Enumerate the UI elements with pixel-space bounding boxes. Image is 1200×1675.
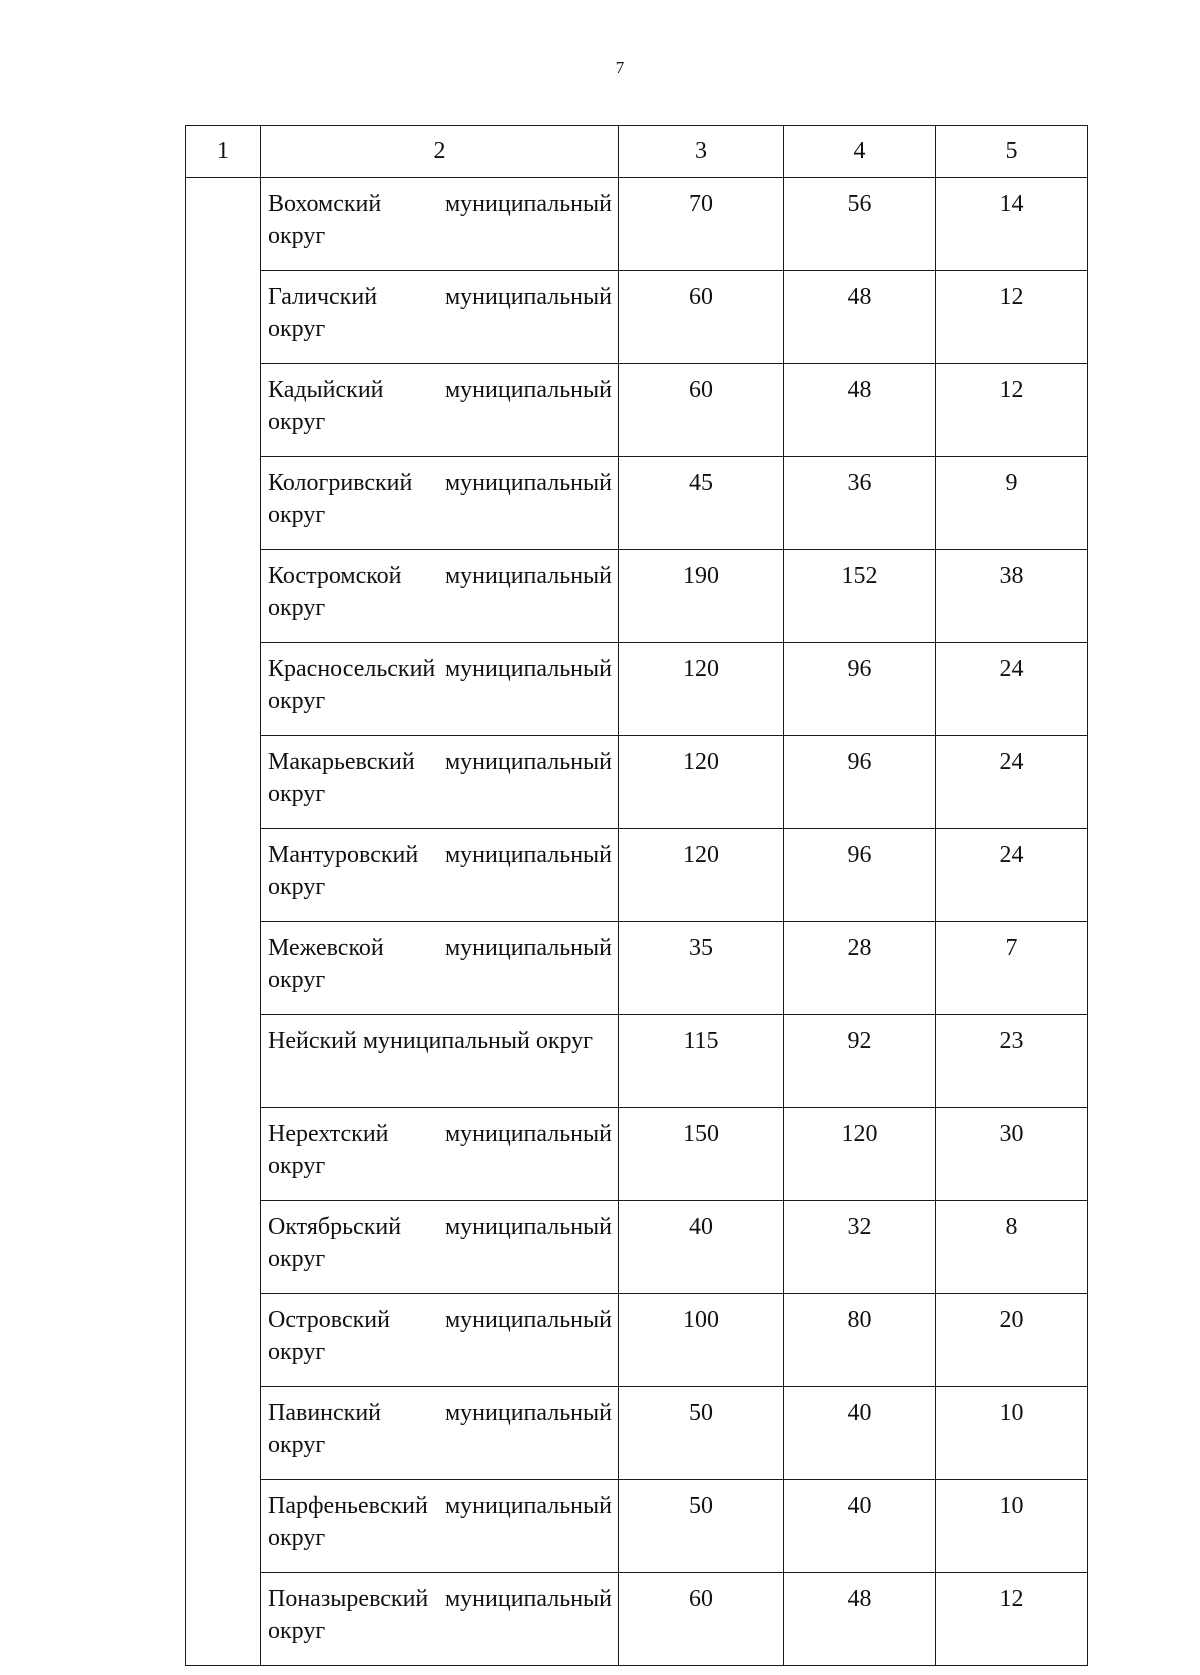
municipality-name-cell: Кологривский муниципальный округ: [261, 457, 619, 550]
merged-column-1-cell: [186, 178, 261, 1666]
page-number: 7: [615, 58, 625, 77]
value-cell-4: 48: [784, 271, 936, 364]
value-cell-5: 12: [936, 271, 1088, 364]
table-row: [186, 550, 1088, 643]
value-cell-5: 12: [936, 364, 1088, 457]
value-cell-5: 30: [936, 1108, 1088, 1201]
table-header-row: [186, 126, 1088, 178]
municipality-name-cell: Макарьевский муниципальный округ: [261, 736, 619, 829]
value-cell-4: 40: [784, 1387, 936, 1480]
municipality-name-cell: Красносельский муниципальный округ: [261, 643, 619, 736]
value-cell-3: 45: [619, 457, 784, 550]
header-cell-2: 2: [261, 126, 619, 178]
table-row: [186, 1108, 1088, 1201]
value-cell-3: 60: [619, 1573, 784, 1666]
municipality-name-cell: Октябрьский муниципальный округ: [261, 1201, 619, 1294]
municipality-name-cell: Вохомский муниципальный округ: [261, 178, 619, 271]
value-cell-4: 96: [784, 643, 936, 736]
table-row: [186, 457, 1088, 550]
table-row: [186, 1294, 1088, 1387]
value-cell-5: 20: [936, 1294, 1088, 1387]
value-cell-4: 120: [784, 1108, 936, 1201]
value-cell-5: 38: [936, 550, 1088, 643]
value-cell-3: 70: [619, 178, 784, 271]
value-cell-4: 36: [784, 457, 936, 550]
value-cell-3: 120: [619, 829, 784, 922]
municipality-name-cell: Межевской муниципальный округ: [261, 922, 619, 1015]
header-cell-5: 5: [936, 126, 1088, 178]
value-cell-5: 12: [936, 1573, 1088, 1666]
municipality-name-cell: Павинский муниципальный округ: [261, 1387, 619, 1480]
value-cell-4: 96: [784, 736, 936, 829]
table-row: [186, 271, 1088, 364]
value-cell-5: 14: [936, 178, 1088, 271]
municipality-name-cell: Нейский муниципальный округ: [261, 1015, 619, 1108]
table-row: [186, 1387, 1088, 1480]
value-cell-4: 96: [784, 829, 936, 922]
value-cell-4: 56: [784, 178, 936, 271]
value-cell-5: 8: [936, 1201, 1088, 1294]
value-cell-3: 40: [619, 1201, 784, 1294]
value-cell-5: 23: [936, 1015, 1088, 1108]
municipality-name-cell: Нерехтский муниципальный округ: [261, 1108, 619, 1201]
value-cell-4: 40: [784, 1480, 936, 1573]
municipality-name-cell: Костромской муниципальный округ: [261, 550, 619, 643]
value-cell-4: 80: [784, 1294, 936, 1387]
municipality-name-cell: Галичский муниципальный округ: [261, 271, 619, 364]
value-cell-3: 50: [619, 1387, 784, 1480]
municipality-name-cell: Островский муниципальный округ: [261, 1294, 619, 1387]
table-row: [186, 178, 1088, 271]
value-cell-4: 28: [784, 922, 936, 1015]
table-row: [186, 1480, 1088, 1573]
value-cell-3: 60: [619, 364, 784, 457]
value-cell-5: 9: [936, 457, 1088, 550]
municipality-name-cell: Кадыйский муниципальный округ: [261, 364, 619, 457]
municipality-name-cell: Поназыревский муниципальный округ: [261, 1573, 619, 1666]
value-cell-3: 120: [619, 736, 784, 829]
value-cell-4: 32: [784, 1201, 936, 1294]
table-row: [186, 1015, 1088, 1108]
value-cell-5: 7: [936, 922, 1088, 1015]
municipality-name-cell: Мантуровский муниципальный округ: [261, 829, 619, 922]
table-row: [186, 829, 1088, 922]
value-cell-4: 152: [784, 550, 936, 643]
value-cell-5: 10: [936, 1480, 1088, 1573]
table-row: [186, 643, 1088, 736]
value-cell-5: 24: [936, 736, 1088, 829]
municipal-table: [185, 125, 1088, 1666]
value-cell-3: 50: [619, 1480, 784, 1573]
value-cell-4: 48: [784, 364, 936, 457]
header-cell-1: 1: [186, 126, 261, 178]
value-cell-5: 24: [936, 829, 1088, 922]
value-cell-5: 10: [936, 1387, 1088, 1480]
value-cell-3: 150: [619, 1108, 784, 1201]
value-cell-3: 190: [619, 550, 784, 643]
table-row: [186, 736, 1088, 829]
value-cell-3: 100: [619, 1294, 784, 1387]
table-row: [186, 922, 1088, 1015]
value-cell-4: 92: [784, 1015, 936, 1108]
table-row: [186, 1573, 1088, 1666]
value-cell-4: 48: [784, 1573, 936, 1666]
value-cell-5: 24: [936, 643, 1088, 736]
value-cell-3: 120: [619, 643, 784, 736]
table-row: [186, 364, 1088, 457]
municipality-name-cell: Парфеньевский муниципальный округ: [261, 1480, 619, 1573]
value-cell-3: 115: [619, 1015, 784, 1108]
header-cell-3: 3: [619, 126, 784, 178]
value-cell-3: 35: [619, 922, 784, 1015]
table-row: [186, 1201, 1088, 1294]
header-cell-4: 4: [784, 126, 936, 178]
value-cell-3: 60: [619, 271, 784, 364]
